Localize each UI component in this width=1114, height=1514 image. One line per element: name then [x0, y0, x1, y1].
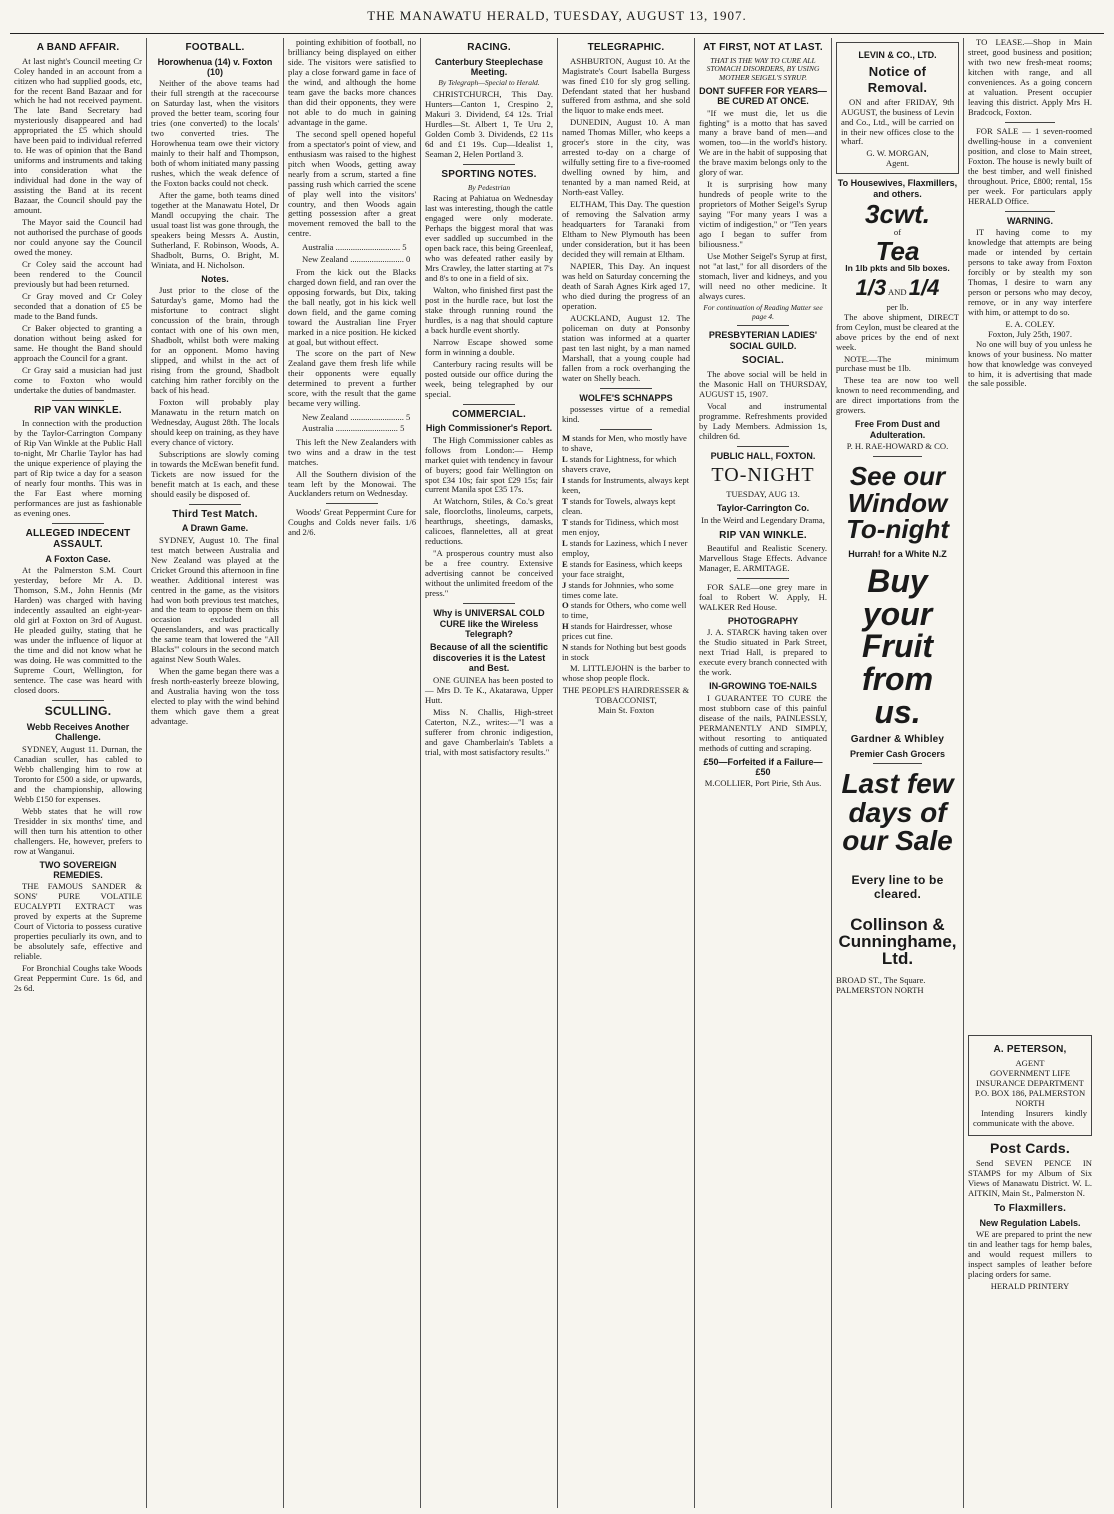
agent-label: Agent. — [885, 158, 910, 169]
article-paragraph: It is surprising how many hundreds of people write to the proprietors of Mother Seigel's Syrup saying "For many years I was a victim of indigestion," or "Ten years ago I began to suffer from biliousness." — [699, 179, 827, 250]
palmerston-north: PALMERSTON NORTH — [836, 984, 924, 995]
article-paragraph: CHRISTCHURCH, This Day. Hunters—Canton 1, Crespino 2, Makuri 3. Dividend, £4 12s. Trial Hurdles—St. Albert 1, Te Uru 2, Golden Comb 3. Dividends, £2 11s 6d and £1 19s. Cup—Idealist 1, Seaman 2, Helen Portland 3. — [425, 89, 553, 159]
article-paragraph: In connection with the production by the Taylor-Carrington Company of Rip Van Winkle at the Public Hall to-night, Mr Charlie Taylor has had the unique experience of playing the part of Rip twice a day for a season of nearly four months. This was in the Far East where morning performances are just as fashionable as evening ones. — [14, 418, 142, 518]
article-paragraph: Cr Coley said the account had been rendered to the Council previously but had been returned. — [14, 258, 142, 289]
flaxmillers-title: To Flaxmillers. — [993, 1202, 1067, 1214]
warning-title: WARNING. — [1007, 215, 1053, 226]
score-table — [302, 412, 416, 434]
divider — [52, 523, 103, 524]
housewives-title: To Housewives, Flaxmillers, and others. — [837, 178, 958, 199]
article-paragraph: FOR SALE—one grey mare in foal to Robert W. Apply, H. WALKER Red House. — [699, 582, 827, 612]
sculling-title: SCULLING. — [44, 704, 112, 719]
column-8 — [964, 38, 1096, 1508]
band-affair-title: A BAND AFFAIR. — [36, 42, 120, 53]
free-from-dust: Free From Dust and Adulteration. — [854, 419, 940, 440]
article-paragraph: I GUARANTEE TO CURE the most stubborn case of this painful disease of the nails, PAINLESSLY, PERMANENTLY AND SIMPLY, without resorting to antiquated methods of cutting and scraping. — [699, 692, 827, 753]
column-6 — [695, 38, 832, 1508]
article-paragraph: The Mayor said the Council had not authorised the purchase of goods nor could anyone say the Council owed the money. — [14, 217, 142, 257]
peterson-box: P.O. BOX 186, PALMERSTON NORTH — [974, 1087, 1086, 1108]
article-paragraph: The score on the part of New Zealand gave them fresh life while their opponents were equally determined to prevent a further score, with the result that the game became very willing. — [288, 348, 416, 409]
article-paragraph: Vocal and instrumental programme. Refreshments provided by Lady Members. Admission 1s, children 6d. — [699, 400, 827, 441]
article-paragraph: Just prior to the close of the Saturday's game, Momo had the misfortune to contract slight concussion of the brain, through contact with one of his own men, Shadbolt, whilst both were making for an opponent. Momo having slipped, and whilst in the act of rising from the ground, Shadbolt catching him rather forcibly on the back of his head. — [151, 285, 279, 395]
article-paragraph: NAPIER, This Day. An inquest was held on Saturday concerning the death of Sarah Agnes Kirk aged 17, who died during the progress of an operation. — [562, 260, 690, 311]
article-paragraph: SYDNEY, August 10. The final test match between Australia and New Zealand was played at the Cricket Ground this afternoon in fine weather. Additional interest was centred in the game, as the visitors had won both previous test matches, and the team to oppose them on this occasion excluded all Queenslanders, and was practically the same team that lowered the "All Blacks'" colours in the second match against New South Wales. — [151, 534, 279, 665]
article-paragraph: The second spell opened hopeful from a spectator's point of view, and enthusiasm was raised to the highest pitch when Woods, getting away nearly from a scrum, started a fine passing rush which carried the scene of play well into the visitors' country, and then Woods again getting possession after a great movement removed the ball to the centre. — [288, 128, 416, 239]
public-hall-title: PUBLIC HALL, FOXTON. — [710, 450, 816, 461]
article-paragraph: pointing exhibition of football, no brilliancy being displayed on either side. The visitors were satisfied to play a close forward game in face of the wind, and although the home team gave the backs more chances than did their opponents, they were not able to do much in gaining advantage in the game. — [288, 38, 416, 127]
article-paragraph: These tea are now too well known to need recommending, and are direct importations from the growers. — [836, 375, 959, 416]
byline: By Pedestrian — [467, 182, 511, 192]
score-line: Australia .............................. 5 — [302, 242, 407, 253]
divider — [189, 504, 240, 505]
divider — [737, 325, 788, 326]
article-paragraph: "If we must die, let us die fighting" is a motto that has saved many a brave band of men—and women, too—in the world's history. We are in the habit of supposing that the brave maxim belongs only to the glory of war. — [699, 107, 827, 178]
racing-title: RACING. — [467, 42, 511, 53]
cold-cure-title: Why is UNIVERSAL COLD CURE like the Wireless Telegraph? — [433, 608, 545, 639]
article-paragraph: TO LEASE.—Shop in Main street, good business and position; with two new fresh-meat rooms; kitchen with range, and all conveniences. As a going concern at valuation. Present occupier leaving this district. Apply Mrs H. Bradcock, Foxton. — [968, 38, 1092, 117]
acrostic-line: L stands for Lightness, for which shavers crave, — [562, 453, 677, 474]
column-7 — [832, 38, 964, 1508]
tea-quantity: 3cwt. — [864, 199, 931, 230]
article-paragraph: Walton, who finished first past the post in the hurdle race, but lost the stake through running round the hurdles, is a nag that should capture a back hurdle event shortly. — [425, 284, 553, 335]
sporting-notes-title: SPORTING NOTES. — [441, 168, 537, 180]
article-paragraph: Subscriptions are slowly coming in towards the McEwan benefit fund. Tickets are now issued for the benefit match at 1s each, and these should easily be disposed of. — [151, 448, 279, 499]
test-match-subtitle: A Drawn Game. — [181, 523, 249, 534]
ad-subtitle: THAT IS THE WAY TO CURE ALL STOMACH DISORDERS, BY USING MOTHER SEIGEL'S SYRUP. — [706, 55, 820, 82]
article-paragraph: AUCKLAND, August 12. The policeman on duty at Ponsonby station was informed at a quarter past ten last night, by a man named Marshall, that a young couple had fallen from a rock overhanging the water on Shelly beach. — [562, 312, 690, 383]
article-paragraph: After the game, both teams dined together at the Manawatu Hotel, Dr Mandl occupying the chair. The usual toast list was gone through, the speakers being Messrs A. Austin, Sutherland, F. Robinson, Woods, A. Shadbolt, Burns, O. Bright, M. Winiata, and H. Nicholson. — [151, 190, 279, 270]
divider — [600, 388, 651, 389]
article-paragraph: Intending Insurers kindly communicate with the above. — [973, 1107, 1087, 1128]
tonight-date: TUESDAY, AUG 13. — [726, 489, 800, 500]
article-paragraph: Use Mother Seigel's Syrup at first, not "at last," for all disorders of the stomach, liver and kidneys, and you will need no other medicine. It always cures. — [699, 251, 827, 301]
article-paragraph: For Bronchial Coughs take Woods Great Peppermint Cure. 1s 6d, and 2s 6d. — [14, 963, 142, 994]
article-paragraph: WE are prepared to print the new tin and leather tags for hemp bales, and would request millers to inspect samples of leather before placing orders for same. — [968, 1228, 1092, 1279]
article-paragraph: At Watchorn, Stiles, & Co.'s great sale, floorcloths, linoleums, carpets, hearthrugs, sheetings, damasks, calicoes, flannelettes, all at great reductions. — [425, 496, 553, 547]
article-paragraph: Cr Baker objected to granting a donation without being asked for same. He thought the Band should approach the Council for a grant. — [14, 322, 142, 363]
labels-title: New Regulation Labels. — [979, 1217, 1081, 1228]
article-paragraph: FOR SALE — 1 seven-roomed dwelling-house in a convenient position, and close to Main street, Foxton. The house is newly built of the best timber, and well finished throughout. Price, £800; rental, 15s per week. For particulars apply HERALD Office. — [968, 125, 1092, 206]
divider — [737, 446, 788, 447]
notes-title: Notes. — [201, 273, 229, 284]
assault-title: ALLEGED INDECENT ASSAULT. — [25, 527, 131, 551]
article-paragraph: Cr Gray said a musician had just come to Foxton who would undertake the duties of bandmaster. — [14, 364, 142, 395]
herald-printery: HERALD PRINTERY — [990, 1280, 1070, 1291]
column-1 — [10, 38, 147, 1508]
acrostic-line: N stands for Nothing but best goods in stock — [562, 642, 687, 663]
company-name: Taylor-Carrington Co. — [716, 503, 810, 514]
article-paragraph: Beautiful and Realistic Scenery. Marvellous Stage Effects. Advance Manager, E. ARMITAGE. — [699, 543, 827, 574]
divider — [463, 603, 514, 604]
peterson-dept: GOVERNMENT LIFE INSURANCE DEPARTMENT — [976, 1068, 1084, 1088]
divider — [600, 429, 651, 430]
article-paragraph: At last night's Council meeting Cr Coley handed in an account from a citizen who had supplied goods, etc, for the recent Band Bazaar and for which he had not received payment. The late Band Secretary had mysteriously disappeared and had appropriated the £5 which should have been paid to individual referred to. He was of opinion that the Band uniforms and instruments and taking into consideration what the individual had done in the way of assisting the Band at its recent Bazaar, the Council should pay the amount. — [14, 55, 142, 216]
article-paragraph: Foxton will probably play Manawatu in the return match on Wednesday, August 28th. The locals should keep on training, as they have every chance of victory. — [151, 396, 279, 447]
acrostic-line: I stands for Instruments, always kept keen, — [562, 474, 689, 495]
continuation-note: For continuation of Reading Matter see page 4. — [703, 302, 823, 321]
tonight-heading: TO-NIGHT — [711, 464, 815, 486]
article-paragraph: Woods' Great Peppermint Cure for Coughs and Colds never fails. 1/6 and 2/6. — [288, 507, 416, 538]
article-paragraph: ON and after FRIDAY, 9th AUGUST, the business of Levin and Co., Ltd., will be carried on in their new offices close to the wharf. — [841, 96, 954, 147]
divider — [873, 456, 922, 457]
article-paragraph: SYDNEY, August 11. Durnan, the Canadian sculler, has cabled to Webb challenging him to row at Toronto for £500 a side, or upwards, and the championship, allowing Webb £150 for expenses. — [14, 743, 142, 804]
post-cards-title: Post Cards. — [990, 1139, 1070, 1156]
acrostic-line: L stands for Laziness, which I never employ, — [562, 537, 688, 558]
tea-prices — [836, 277, 959, 299]
shop-name: THE PEOPLE'S HAIRDRESSER & TOBACCONIST, — [562, 685, 690, 706]
divider — [737, 578, 788, 579]
column-5 — [558, 38, 695, 1508]
acrostic-line: T stands for Towels, always kept clean. — [562, 495, 676, 516]
at-first-title: AT FIRST, NOT AT LAST. — [703, 42, 823, 53]
article-paragraph: Webb states that he will row Tresidder in six months' time, and will then turn his attention to other challengers. He, however, prefers to row at Wanganui. — [14, 805, 142, 856]
littlejohn-acrostic — [562, 434, 690, 663]
acrostic-line: M stands for Men, who mostly have to shave, — [562, 432, 687, 453]
score-line: Australia ............................. 5 — [302, 423, 405, 434]
presbyterian-title: PRESBYTERIAN LADIES' SOCIAL GUILD. — [708, 330, 818, 351]
cold-cure-subtitle: Because of all the scientific discoveries it is the Latest and Best. — [429, 642, 549, 674]
blank-space — [968, 391, 1092, 1031]
levin-title: LEVIN & CO., LTD. — [858, 50, 937, 60]
divider — [52, 400, 103, 401]
tea-of: of — [893, 226, 902, 237]
play-title: RIP VAN WINKLE. — [719, 529, 807, 541]
divider — [1005, 211, 1055, 212]
broad-st: BROAD ST., The Square. — [836, 974, 926, 985]
article-paragraph: "A prosperous country must also be a free country. Extensive advertising cannot be conceived without the unlimited freedom of the press." — [425, 548, 553, 599]
shop-address: Main St. Foxton — [597, 705, 655, 716]
last-few-days: Last few days of our Sale — [841, 768, 954, 857]
hurrah-line: Hurrah! for a White N.Z — [848, 548, 947, 559]
sculling-subtitle: Webb Receives Another Challenge. — [26, 721, 130, 743]
article-paragraph: No one will buy of you unless he knows of your business. No matter how that knowledge was conveyed to him, it is advertising that made the sale possible. — [968, 338, 1092, 389]
price-1: 1/3 — [855, 275, 887, 301]
commercial-title: COMMERCIAL. — [452, 408, 526, 420]
article-paragraph: When the game began there was a fresh north-easterly breeze blowing, and Australia having won the toss elected to play with the wind behind them which gave them a great advantage. — [151, 666, 279, 727]
masthead: THE MANAWATU HERALD, TUESDAY, AUGUST 13, 1907. — [10, 8, 1104, 34]
article-paragraph: THE FAMOUS SANDER & SONS' PURE VOLATILE EUCALYPTI EXTRACT was proved by experts at the Supreme Court of Victoria to possess curative properties peculiarly its own, and to be absolutely safe, effective and reliable. — [14, 881, 142, 962]
collier-address: M.COLLIER, Port Pirie, Sth Aus. — [704, 778, 822, 789]
article-paragraph: The above social will be held in the Masonic Hall on THURSDAY, AUGUST 15, 1907. — [699, 368, 827, 399]
remedies-title: TWO SOVEREIGN REMEDIES. — [39, 859, 117, 880]
drama-line: In the Weird and Legendary Drama, — [701, 514, 825, 525]
football-subtitle: Horowhenua (14) v. Foxton (10) — [157, 56, 273, 78]
racing-subtitle: Canterbury Steeplechase Meeting. — [434, 56, 544, 78]
article-paragraph: Neither of the above teams had their full strength at the racecourse on Saturday last, when the visitors proved the better team, scoring four tries (one converted) to the locals' two converted tries. The Horowhenua team owe their victory mainly to their half and Thompson, both of whom initiated many passing rushes, which the weak defence of the Foxton backs could not check. — [151, 78, 279, 189]
gardner-whibley: Gardner & Whibley — [850, 734, 945, 746]
article-paragraph: M. LITTLEJOHN is the barber to whose shop people flock. — [562, 663, 690, 684]
ad-heading: DONT SUFFER FOR YEARS—BE CURED AT ONCE. — [699, 85, 827, 107]
article-paragraph: The High Commissioner cables as follows from London:— Hemp market quiet with tendency in favour of buyers; good fair Wellington on spot £34 10s; fair spot £29 15s; fair current Manila spot £35 17s. — [425, 434, 553, 495]
price-2: 1/4 — [908, 275, 940, 301]
article-paragraph: This left the New Zealanders with two wins and a draw in the test matches. — [288, 436, 416, 467]
rae-howard: P. H. RAE-HOWARD & CO. — [846, 441, 949, 452]
buy-fruit: Buy your Fruit from us. — [861, 563, 934, 730]
article-paragraph: J. A. STARCK having taken over the Studio situated in Park Street, next Triad Hall, is prepared to execute every branch connected with the work. — [699, 627, 827, 678]
column-4 — [421, 38, 558, 1508]
score-line: New Zealand ......................... 0 — [302, 253, 411, 264]
tea-heading: Tea — [875, 235, 920, 266]
divider — [52, 700, 103, 701]
acrostic-line: T stands for Tidiness, which most men enjoy, — [562, 516, 679, 537]
divider — [1005, 122, 1055, 123]
acrostic-line: J stands for Johnnies, who some times come late. — [562, 579, 674, 600]
every-line: Every line to be cleared. — [851, 872, 944, 901]
per-lb: per lb. — [886, 301, 909, 312]
article-paragraph: Send SEVEN PENCE IN STAMPS for my Album of Six Views of Manawatu District. W. L. AITKIN, Main St., Palmerston N. — [968, 1158, 1092, 1198]
divider — [873, 763, 922, 764]
acrostic-line: H stands for Hairdresser, whose prices cut fine. — [562, 621, 673, 642]
article-paragraph: All the Southern division of the team left by the Monowai. The Aucklanders return on Wednesday. — [288, 468, 416, 499]
morgan-name: G. W. MORGAN, — [866, 148, 929, 159]
coley-signature: E. A. COLEY. — [1005, 318, 1055, 329]
coley-date: Foxton, July 25th, 1907. — [987, 328, 1073, 339]
wolfe-title: WOLFE'S SCHNAPPS — [579, 392, 673, 403]
columns — [10, 38, 1104, 1508]
peterson-title: A. PETERSON, — [993, 1044, 1067, 1056]
article-paragraph: IT having come to my knowledge that attempts are being made or intended by certain persons to take away from Foxton forcibly or by stealth my son Thomas, I desire to warn any person or persons who may decoy, remove, or in any way interfere with him, or attempt to do so. — [968, 226, 1092, 317]
telegraph-line: By Telegraph—Special to Herald. — [438, 78, 540, 88]
acrostic-line: E stands for Easiness, which keeps your face straight, — [562, 558, 683, 579]
article-paragraph: The above shipment, DIRECT from Ceylon, must be cleared at the above prices by the end of next week. — [836, 311, 959, 352]
football-title: FOOTBALL. — [185, 42, 245, 53]
acrostic-line: O stands for Others, who come well to time, — [562, 600, 687, 621]
article-paragraph: Narrow Escape showed some form in winning a double. — [425, 336, 553, 357]
social-title: SOCIAL. — [742, 355, 784, 367]
photography-title: PHOTOGRAPHY — [727, 615, 799, 626]
article-paragraph: Canterbury racing results will be posted outside our office during the week, being telegraphed by our special. — [425, 358, 553, 399]
commercial-subtitle: High Commissioner's Report. — [425, 423, 553, 434]
article-paragraph: ELTHAM, This Day. The question of removing the Salvation army headquarters for Taranaki from Eltham to New Plymouth has been under consideration, but it has been decided they will remain at Eltham. — [562, 199, 690, 259]
premier-cash: Premier Cash Grocers — [849, 748, 946, 759]
collinson-name: Collinson & Cunninghame, Ltd. — [838, 914, 957, 969]
toe-nails-title: IN-GROWING TOE-NAILS — [709, 681, 817, 692]
divider — [463, 164, 514, 165]
article-paragraph: Miss N. Challis, High-street Caterton, N.Z., writes:—"I was a sufferer from chronic indigestion, and gave Chamberlain's Tablets a trial, with most satisfactory results." — [425, 706, 553, 757]
column-3 — [284, 38, 421, 1508]
tea-packets: In 1lb pkts and 5lb boxes. — [845, 263, 950, 274]
forfeit-line: £50—Forfeited if a Failure—£50 — [703, 756, 823, 777]
article-paragraph: possesses virtue of a remedial kind. — [562, 404, 690, 424]
levin-notice — [836, 42, 959, 174]
peterson-agent: AGENT — [1015, 1058, 1045, 1069]
article-paragraph: NOTE.—The minimum purchase must be 1lb. — [836, 353, 959, 374]
article-paragraph: DUNEDIN, August 10. A man named Thomas Miller, who keeps a grocer's store in the city, was arrested to-day on a charge of wilfully setting fire to a five-roomed dwelling owned by him, and tenanted by a man named Reid, at North-east Valley. — [562, 117, 690, 198]
divider — [326, 503, 377, 504]
telegraphic-title: TELEGRAPHIC. — [587, 42, 665, 53]
score-line: New Zealand ......................... 5 — [302, 412, 411, 423]
article-paragraph: Cr Gray moved and Cr Coley seconded that a donation of £5 be made to the Band funds. — [14, 290, 142, 321]
test-match-title: Third Test Match. — [172, 508, 258, 520]
column-2 — [147, 38, 284, 1508]
article-paragraph: At the Palmerston S.M. Court yesterday, before Mr A. D. Thomson, S.M., John Hennis (Mr Harden) was charged with having indecently assaulted an eight-year-old girl at Foxton on 3rd of August. He pleaded guilty, stating that he was under the influence of liquor at the time and did not know what he was doing. He was committed to the Supreme Court, Wellington, for sentence. The case was heard with closed doors. — [14, 565, 142, 696]
article-paragraph: From the kick out the Blacks charged down field, and ran over the opposing forwards, but Dix, taking the ball neatly, got in his kick well down field, and the game coming toward the Australian line Fryer marked in a nice position. He kicked at goal, but without effect. — [288, 266, 416, 347]
see-window: See our Window To-night — [846, 461, 949, 545]
price-and: AND — [887, 287, 907, 298]
peterson-ad — [968, 1035, 1092, 1135]
rip-van-winkle-title: RIP VAN WINKLE. — [34, 404, 122, 416]
divider — [463, 404, 514, 405]
assault-subtitle: A Foxton Case. — [45, 554, 111, 565]
article-paragraph: ONE GUINEA has been posted to— Mrs D. Te K., Akatarawa, Upper Hutt. — [425, 674, 553, 705]
article-paragraph: Racing at Pahiatua on Wednesday last was interesting, though the cattle engaged were only moderate. Perhaps the biggest moral that was ever saddled up succumbed in the open back race, this being Greenleaf, who was defeated rather easily by Mrs Crawley, the latter starting at 7's and 8's to one in a field of six. — [425, 193, 553, 283]
score-table — [302, 242, 416, 264]
article-paragraph: ASHBURTON, August 10. At the Magistrate's Court Isabella Burgess was fined £10 for sly grog selling. Defendant stated that her husband suffered from asthma, and she sold the liquor to make ends meet. — [562, 55, 690, 116]
removal-heading: Notice of Removal. — [867, 64, 928, 95]
